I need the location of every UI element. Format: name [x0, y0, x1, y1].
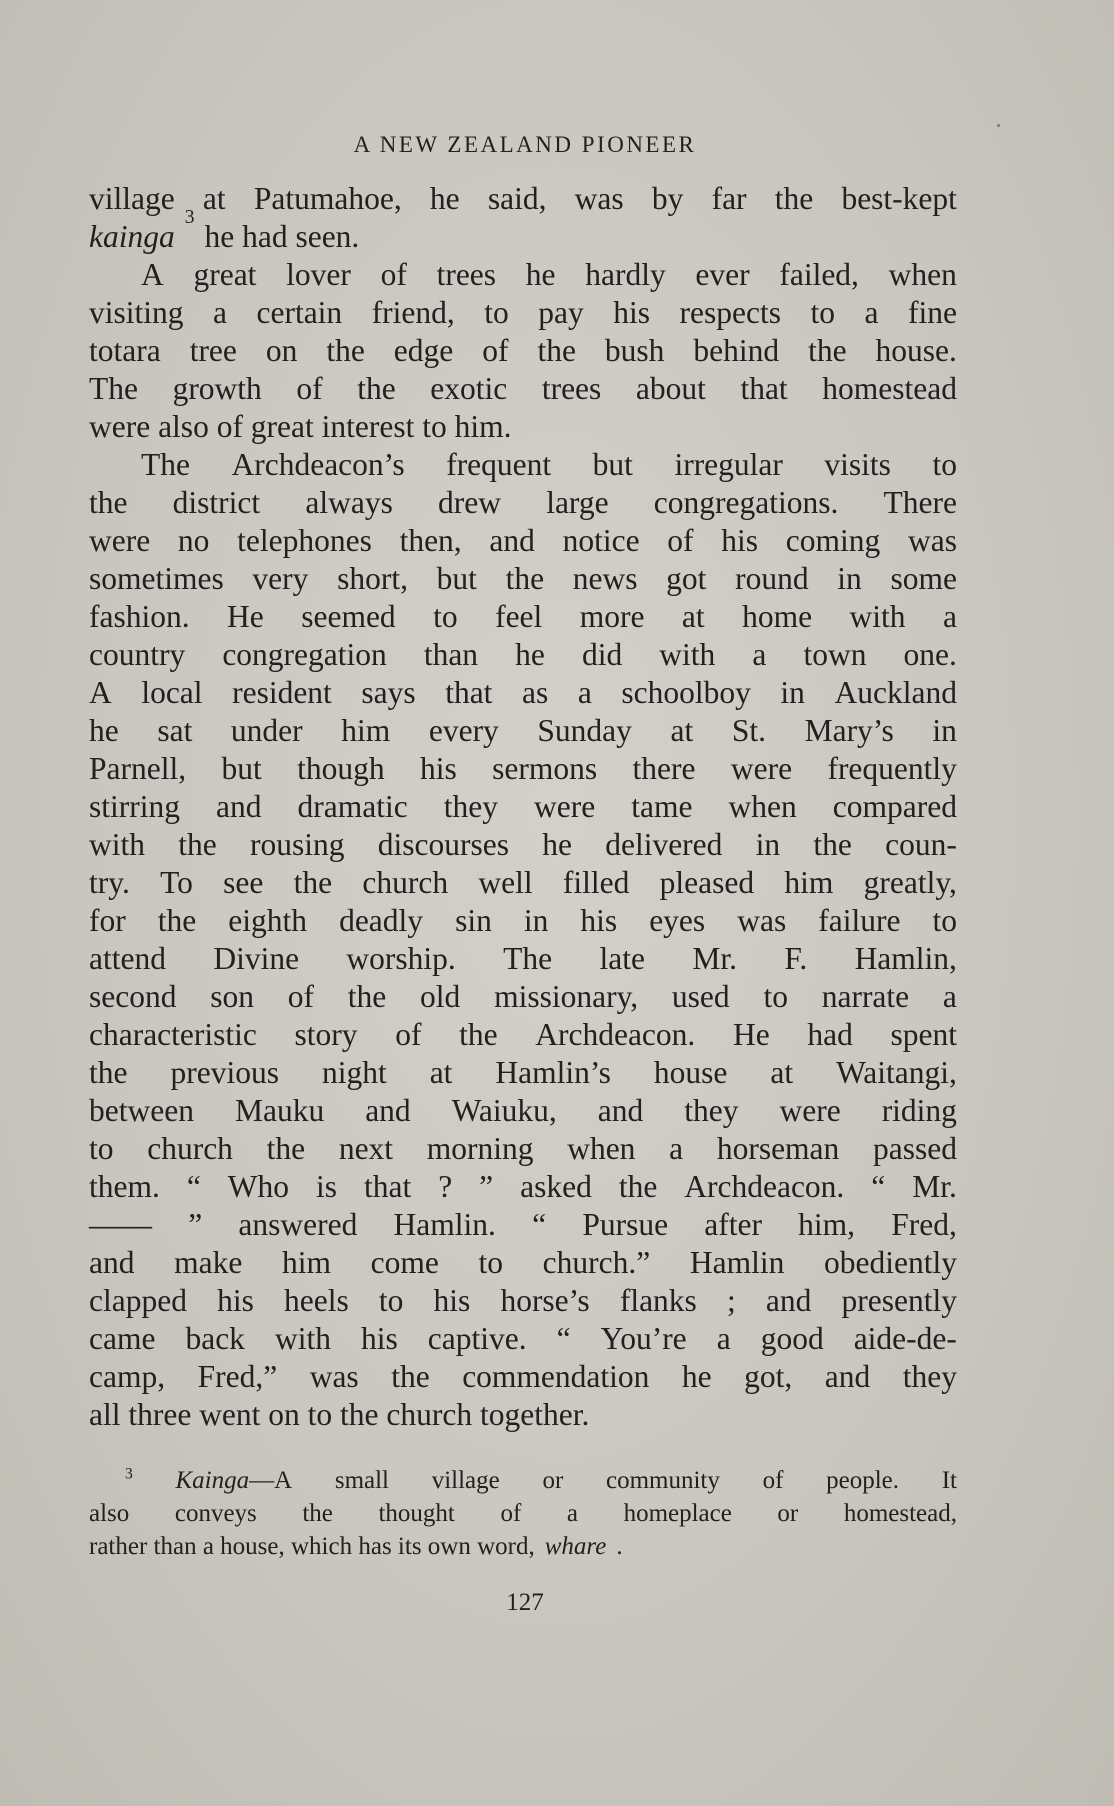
text-line: fashion. He seemed to feel more at home with a [89, 599, 957, 634]
text-line: try. To see the church well filled pleased him greatly, [89, 865, 957, 900]
text-line: country congregation than he did with a town one. [89, 637, 957, 672]
text-line: came back with his captive. “ You’re a good aide-de- [89, 1321, 957, 1356]
text-line: stirring and dramatic they were tame when compared [89, 789, 957, 824]
text-line: the previous night at Hamlin’s house at Waitangi, [89, 1055, 957, 1090]
paper-speck [997, 124, 1000, 127]
text-line: were no telephones then, and notice of his coming was [89, 523, 957, 558]
footnote-line: also conveys the thought of a homeplace or homestead, [89, 1500, 957, 1527]
text-line: kainga 3 he had seen. [89, 207, 360, 254]
running-head: A NEW ZEALAND PIONEER [353, 132, 697, 157]
text-line: were also of great interest to him. [89, 409, 512, 444]
text-line: and make him come to church.” Hamlin obediently [89, 1245, 957, 1280]
footnote-line: rather than a house, which has its own word, whare . [89, 1533, 623, 1560]
text-line: totara tree on the edge of the bush behind the house. [89, 333, 957, 368]
footnote-line: $^3$ Kainga—A small village or community of people. It [125, 1465, 957, 1494]
text-line: to church the next morning when a horseman passed [89, 1131, 957, 1166]
text-line: them. “ Who is that ? ” asked the Archdeacon. “ Mr. [89, 1169, 957, 1204]
page-number: 127 [506, 1589, 544, 1616]
text-line: second son of the old missionary, used to narrate a [89, 979, 957, 1014]
text-line: all three went on to the church together. [89, 1397, 590, 1432]
text-line: village at Patumahoe, he said, was by far the best-kept [89, 181, 957, 216]
text-line: The Archdeacon’s frequent but irregular visits to [141, 447, 957, 482]
text-line: attend Divine worship. The late Mr. F. Hamlin, [89, 941, 957, 976]
body-text [89, 180, 957, 1434]
text-line: Parnell, but though his sermons there were frequently [89, 751, 957, 786]
footnote [89, 1464, 957, 1563]
text-line: for the eighth deadly sin in his eyes was failure to [89, 903, 957, 938]
text-line: characteristic story of the Archdeacon. He had spent [89, 1017, 957, 1052]
text-line: between Mauku and Waiuku, and they were riding [89, 1093, 957, 1128]
text-line: —— ” answered Hamlin. “ Pursue after him, Fred, [89, 1207, 957, 1242]
text-line: camp, Fred,” was the commendation he got, and they [89, 1359, 957, 1394]
text-line: clapped his heels to his horse’s flanks ; and presently [89, 1283, 957, 1318]
text-line: The growth of the exotic trees about that homestead [89, 371, 957, 406]
text-line: he sat under him every Sunday at St. Mary’s in [89, 713, 957, 748]
text-line: with the rousing discourses he delivered in the coun- [89, 827, 957, 862]
text-line: sometimes very short, but the news got round in some [89, 561, 957, 596]
text-line: A great lover of trees he hardly ever failed, when [141, 257, 957, 292]
text-line: the district always drew large congregations. There [89, 485, 957, 520]
text-line: A local resident says that as a schoolboy in Auckland [89, 675, 957, 710]
text-line: visiting a certain friend, to pay his respects to a fine [89, 295, 957, 330]
